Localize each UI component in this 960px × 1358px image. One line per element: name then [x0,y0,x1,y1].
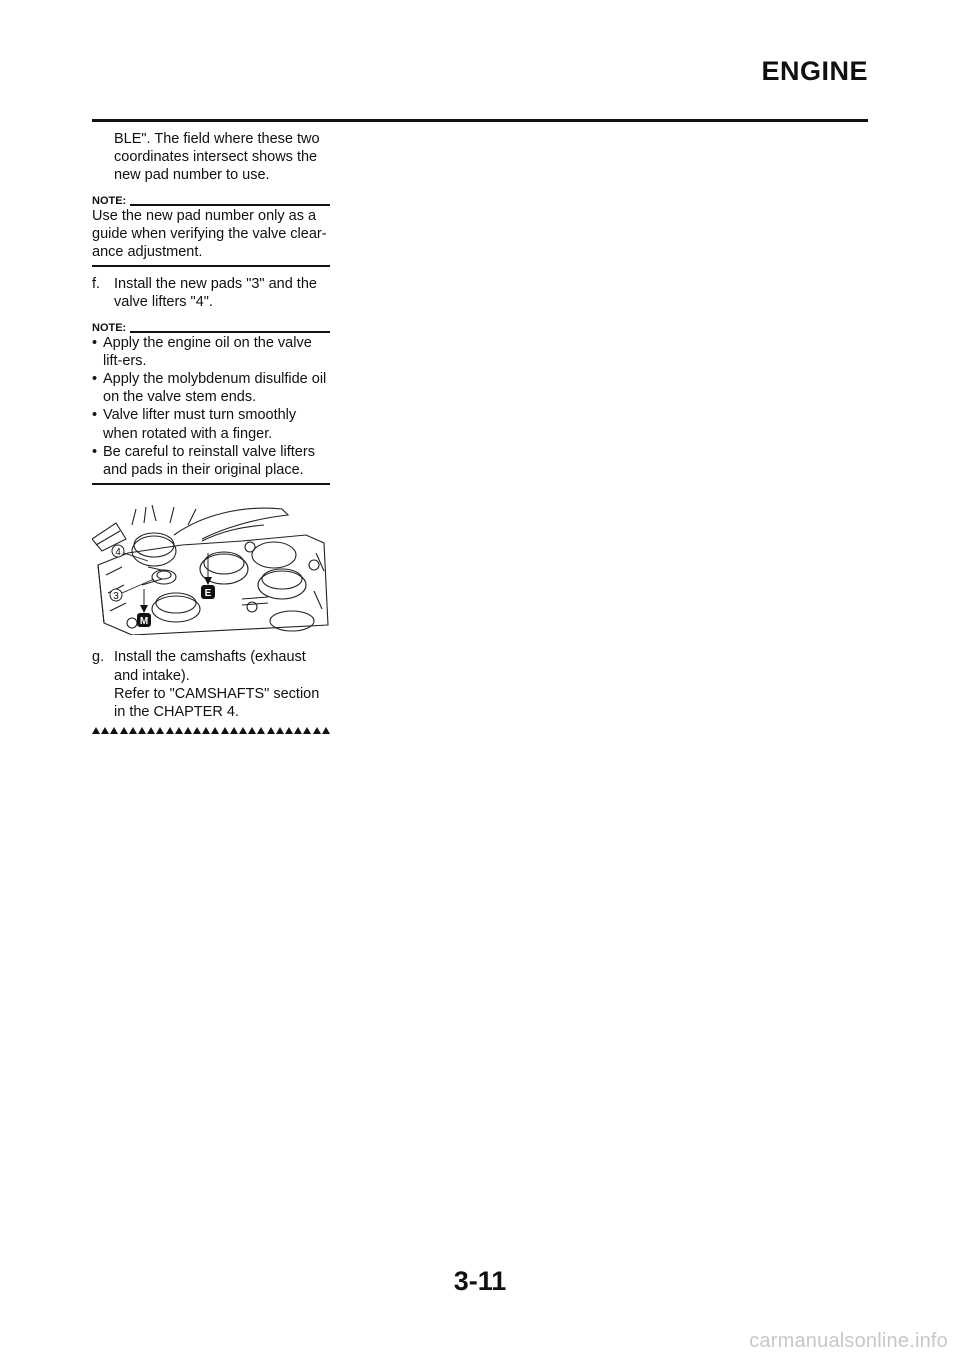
watermark: carmanualsonline.info [749,1330,948,1352]
end-mark-triangle [120,727,128,734]
list-item: • Be careful to reinstall valve lifters and pads in their original place. [92,443,330,479]
end-mark-triangle [248,727,256,734]
step-letter: f. [92,276,101,293]
end-mark-triangle [303,727,311,734]
end-mark-triangle [294,727,302,734]
step-line: Install the camshafts (exhaust and intake). [114,649,306,684]
end-mark-triangle [184,727,192,734]
step-f [92,275,330,311]
end-mark-triangle [156,727,164,734]
note-label: NOTE: [92,321,127,334]
note-body [92,334,330,486]
section-title: ENGINE [761,56,868,86]
note-text: Use the new pad number only as a guide when verifying the valve clear-ance adjustment. [92,207,327,261]
note-body [92,207,330,268]
continued-paragraph: BLE". The field where these two coordinates intersect shows the new pad number to use. [114,131,320,184]
end-mark-triangle [92,727,100,734]
end-mark-triangle [202,727,210,734]
end-mark-triangle [230,727,238,734]
step-g [92,648,330,721]
note-rule [130,204,330,206]
end-mark-triangle [166,727,174,734]
end-mark-triangle [276,727,284,734]
step-text: Install the new pads "3" and the valve lifters "4". [114,276,317,311]
end-mark-triangle [101,727,109,734]
callout-3: 3 [113,591,119,603]
moly-oil-symbol: M [139,616,149,628]
note-label: NOTE: [92,194,127,207]
step-line: Refer to "CAMSHAFTS" section in the CHAPTER 4. [114,685,320,721]
end-mark-triangle [211,727,219,734]
callout-4: 4 [115,547,121,559]
list-item: • Valve lifter must turn smoothly when rotated with a finger. [92,406,330,442]
end-mark-triangle [257,727,265,734]
note-header [92,195,330,207]
end-mark-triangle [129,727,137,734]
step-letter: g. [92,649,105,666]
end-mark-triangle [239,727,247,734]
end-mark-triangle [322,727,330,734]
list-item: • Apply the molybdenum disulfide oil on the valve stem ends. [92,370,330,406]
end-mark-triangle [193,727,201,734]
list-item: • Apply the engine oil on the valve lift-ers. [92,334,330,370]
note-header [92,322,330,334]
engine-oil-symbol: E [204,588,212,600]
header-rule [92,119,868,122]
page-number: 3-11 [453,1266,507,1296]
note-rule [130,331,330,333]
end-mark-triangle [138,727,146,734]
end-mark-triangle [313,727,321,734]
end-mark-triangle [147,727,155,734]
step-text [114,648,330,721]
procedure-end-marks [92,727,330,734]
note-bullet-list [92,334,330,480]
end-mark-triangle [221,727,229,734]
end-mark-triangle [110,727,118,734]
end-mark-triangle [175,727,183,734]
end-mark-triangle [267,727,275,734]
content-column [92,130,330,734]
end-mark-triangle [285,727,293,734]
valve-lifter-illustration [92,505,330,635]
